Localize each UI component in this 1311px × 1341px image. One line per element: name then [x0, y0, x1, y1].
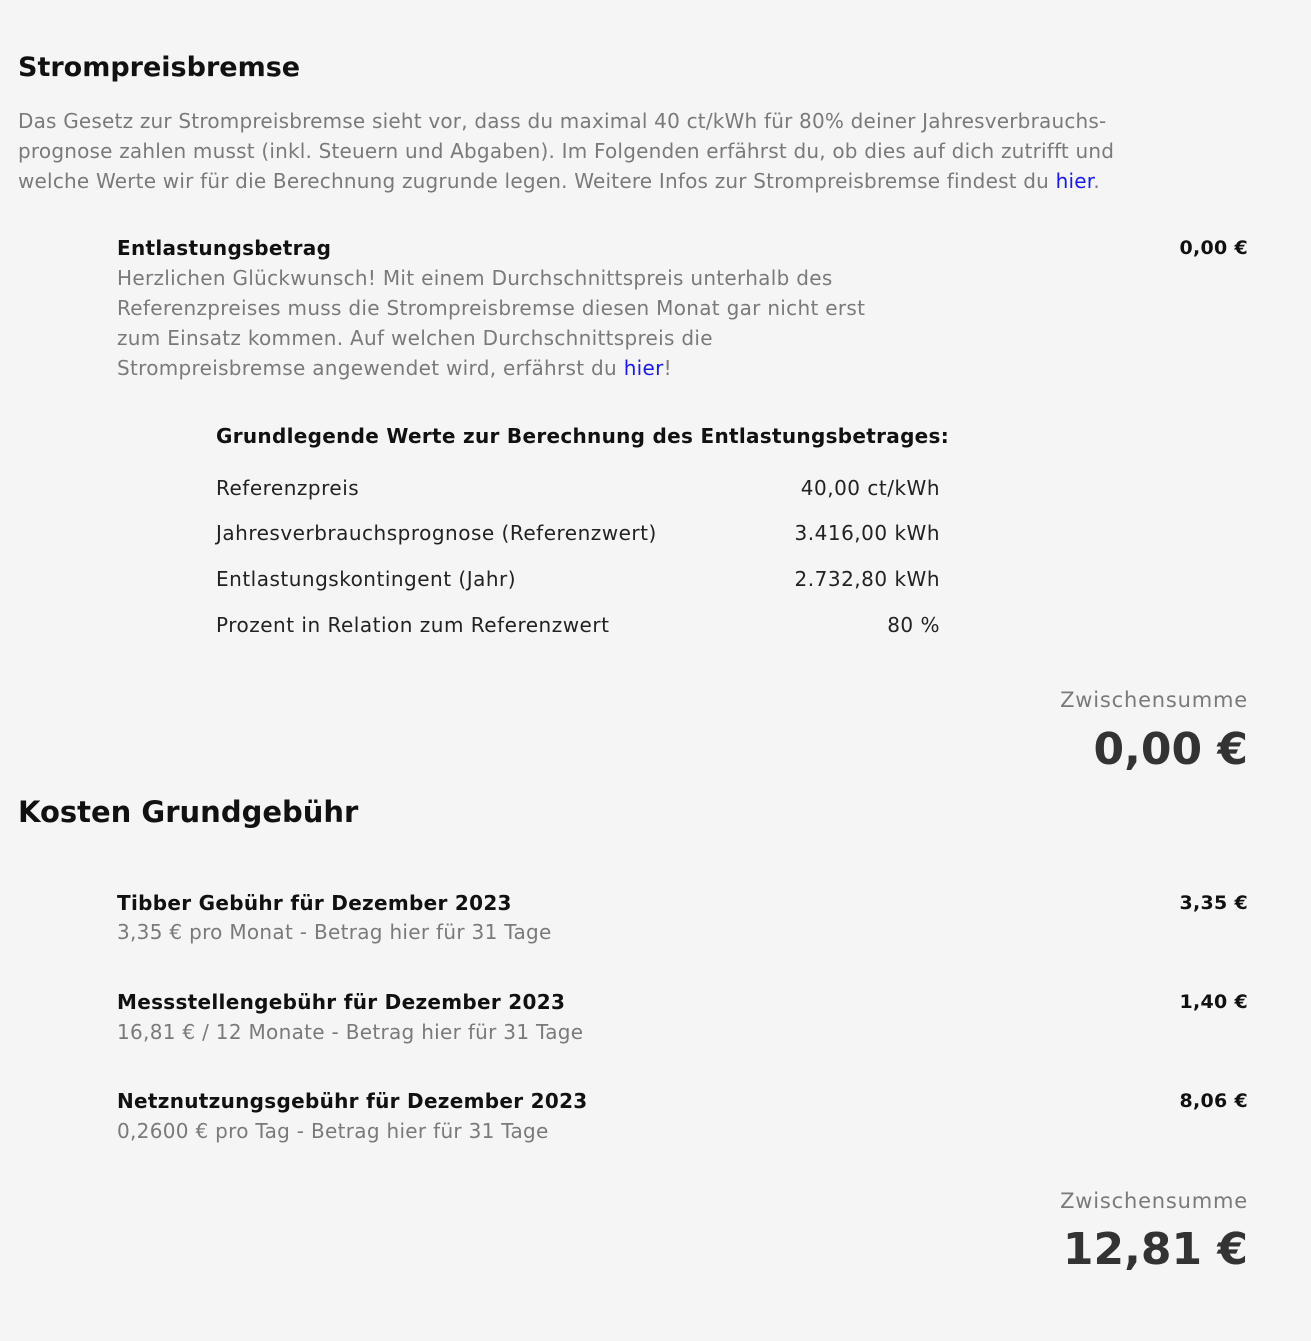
values-title: Grundlegende Werte zur Berechnung des Entlastungsbetrages: [216, 424, 950, 448]
value-amount: 3.416,00 kWh [794, 521, 940, 546]
strompreisbremse-subtotal-value: 0,00 € [1093, 724, 1248, 775]
strompreisbremse-title: Strompreisbremse [18, 52, 301, 83]
fee-desc-netznutzung: 0,2600 € pro Tag - Betrag hier für 31 Tage [117, 1119, 549, 1143]
relief-desc-suffix: ! [663, 356, 672, 380]
values-table [216, 465, 940, 647]
value-amount: 2.732,80 kWh [794, 566, 940, 591]
fee-amount-tibber: 3,35 € [1179, 892, 1248, 914]
relief-desc-line: zum Einsatz kommen. Auf welchen Durchschnittspreis die [117, 326, 713, 350]
intro-line: prognose zahlen musst (inkl. Steuern und Abgaben). Im Folgenden erfährst du, ob dies auf dich zutrifft und [18, 139, 1115, 163]
value-row [216, 556, 940, 602]
relief-description [117, 263, 865, 383]
grundgebuehr-subtotal-label: Zwischensumme [1060, 1189, 1248, 1213]
value-label: Prozent in Relation zum Referenzwert [216, 612, 610, 637]
value-row [216, 465, 940, 511]
grundgebuehr-subtotal-value: 12,81 € [1062, 1224, 1248, 1275]
fee-amount-netznutzung: 8,06 € [1179, 1090, 1248, 1112]
strompreisbremse-intro [18, 106, 1218, 196]
average-price-info-link[interactable]: hier [623, 356, 664, 380]
fee-desc-tibber: 3,35 € pro Monat - Betrag hier für 31 Tage [117, 920, 552, 944]
relief-desc-line: Herzlichen Glückwunsch! Mit einem Durchschnittspreis unterhalb des [117, 266, 833, 290]
relief-desc-text: Strompreisbremse angewendet wird, erfährst du [117, 356, 624, 380]
value-label: Jahresverbrauchsprognose (Referenzwert) [216, 521, 657, 546]
relief-amount: 0,00 € [1179, 237, 1248, 259]
value-amount: 40,00 ct/kWh [800, 475, 940, 500]
value-label: Referenzpreis [216, 475, 360, 500]
fee-title-netznutzung: Netznutzungsgebühr für Dezember 2023 [117, 1089, 588, 1113]
fee-title-messstelle: Messstellengebühr für Dezember 2023 [117, 990, 566, 1014]
fee-title-tibber: Tibber Gebühr für Dezember 2023 [117, 891, 512, 915]
intro-line [18, 166, 1218, 196]
intro-line: Das Gesetz zur Strompreisbremse sieht vor, dass du maximal 40 ct/kWh für 80% deiner Jahresverbrauchs- [18, 109, 1107, 133]
value-label: Entlastungskontingent (Jahr) [216, 566, 517, 591]
relief-title: Entlastungsbetrag [117, 236, 332, 260]
fee-amount-messstelle: 1,40 € [1179, 991, 1248, 1013]
strompreisbremse-info-link[interactable]: hier [1055, 169, 1094, 193]
intro-suffix: . [1093, 169, 1100, 193]
grundgebuehr-title: Kosten Grundgebühr [18, 795, 359, 829]
value-row [216, 602, 940, 648]
fee-desc-messstelle: 16,81 € / 12 Monate - Betrag hier für 31 Tage [117, 1020, 584, 1044]
value-row [216, 511, 940, 557]
strompreisbremse-subtotal-label: Zwischensumme [1060, 688, 1248, 712]
relief-desc-line [117, 353, 865, 383]
intro-line-text: welche Werte wir für die Berechnung zugrunde legen. Weitere Infos zur Strompreisbremse findest du [18, 169, 1056, 193]
value-amount: 80 % [887, 612, 940, 637]
relief-desc-line: Referenzpreises muss die Strompreisbremse diesen Monat gar nicht erst [117, 296, 866, 320]
